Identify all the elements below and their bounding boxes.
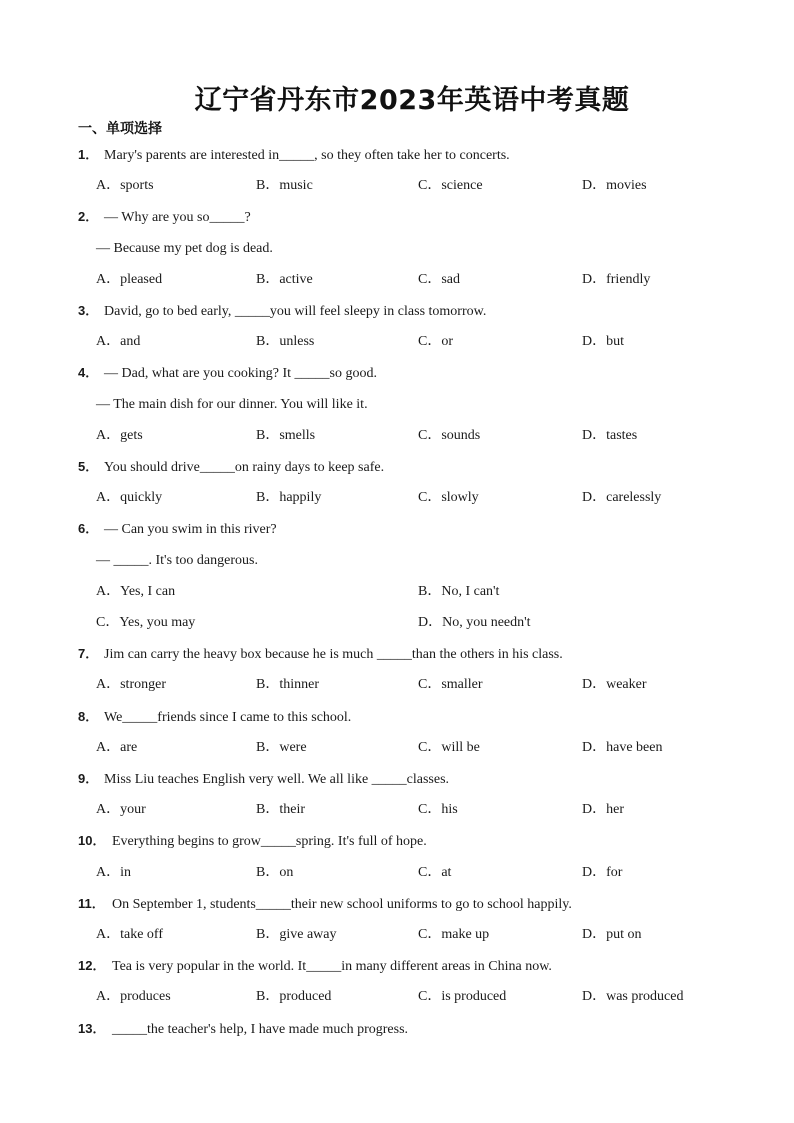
- question-number: 7．: [78, 646, 99, 662]
- question-stem: [78, 832, 427, 851]
- answer-option[interactable]: D．movies: [582, 178, 647, 194]
- answer-option[interactable]: C．sounds: [418, 427, 481, 443]
- answer-option[interactable]: D．but: [582, 334, 624, 350]
- question-text: Tea is very popular in the world. It_____in many different areas in China now.: [112, 959, 552, 975]
- answer-option[interactable]: C．slowly: [418, 490, 479, 506]
- question-number: 8．: [78, 708, 99, 724]
- question-stem: [78, 364, 377, 383]
- answer-option[interactable]: D．carelessly: [582, 490, 662, 506]
- answer-option[interactable]: A．sports: [96, 178, 154, 194]
- answer-option[interactable]: B．were: [256, 739, 307, 755]
- answer-option[interactable]: A．take off: [96, 927, 163, 942]
- question-text: David, go to bed early, _____you will feel sleepy in class tomorrow.: [104, 304, 487, 319]
- answer-option[interactable]: D．put on: [582, 927, 642, 942]
- question-text: Miss Liu teaches English very well. We all like _____classes.: [104, 772, 450, 787]
- question-stem: [78, 1020, 408, 1039]
- answer-option[interactable]: B．on: [256, 864, 294, 880]
- answer-option[interactable]: A．pleased: [96, 271, 163, 287]
- question-stem: [78, 645, 563, 664]
- question-stem: [78, 957, 552, 976]
- question-text: — _____. It's too dangerous.: [96, 552, 258, 568]
- answer-option[interactable]: B．thinner: [256, 677, 319, 693]
- answer-option[interactable]: A．produces: [96, 989, 171, 1005]
- question-text: Everything begins to grow_____spring. It's full of hope.: [112, 834, 427, 850]
- question-text: We_____friends since I came to this school.: [104, 709, 352, 725]
- answer-option[interactable]: A．Yes, I can: [96, 583, 176, 599]
- question-text: — Why are you so_____?: [104, 210, 251, 226]
- question-stem: [78, 895, 572, 914]
- question-number: 3．: [78, 303, 99, 318]
- answer-option[interactable]: D．was produced: [582, 989, 684, 1005]
- answer-option[interactable]: D．her: [582, 802, 624, 818]
- question-text: — Can you swim in this river?: [104, 522, 277, 538]
- answer-option[interactable]: B．music: [256, 178, 313, 194]
- question-stem: [78, 520, 277, 539]
- answer-option[interactable]: B．happily: [256, 490, 322, 506]
- question-text: On September 1, students_____their new school uniforms to go to school happily.: [112, 896, 572, 912]
- question-text: — The main dish for our dinner. You will like it.: [96, 396, 368, 412]
- question-text: — Dad, what are you cooking? It _____so good.: [104, 366, 377, 382]
- answer-option[interactable]: C．make up: [418, 927, 490, 942]
- answer-option[interactable]: C．or: [418, 334, 453, 350]
- question-number: 10．: [78, 833, 106, 849]
- answer-option[interactable]: C．will be: [418, 739, 480, 755]
- question-number: 5．: [78, 459, 99, 474]
- answer-option[interactable]: A．in: [96, 864, 131, 880]
- question-number: 11．: [78, 895, 105, 911]
- answer-option[interactable]: B．smells: [256, 427, 316, 443]
- answer-option[interactable]: B．produced: [256, 989, 332, 1005]
- question-dialogue-line: [96, 396, 368, 414]
- question-stem: [78, 708, 351, 727]
- question-stem: [78, 302, 486, 321]
- question-number: 6．: [78, 521, 99, 537]
- question-number: 4．: [78, 365, 99, 381]
- question-text: Mary's parents are interested in_____, so they often take her to concerts.: [104, 148, 510, 163]
- answer-option[interactable]: D．friendly: [582, 271, 651, 287]
- answer-option[interactable]: A．are: [96, 739, 138, 755]
- answer-option[interactable]: D．tastes: [582, 427, 638, 443]
- answer-option[interactable]: B．give away: [256, 927, 337, 942]
- question-stem: [78, 208, 251, 227]
- question-number: 2．: [78, 209, 99, 225]
- answer-option[interactable]: A．your: [96, 802, 146, 818]
- question-number: 1．: [78, 147, 99, 162]
- answer-option[interactable]: A．quickly: [96, 490, 163, 506]
- question-dialogue-line: [96, 552, 258, 570]
- answer-option[interactable]: A．gets: [96, 427, 143, 443]
- question-text: _____the teacher's help, I have made much progress.: [112, 1021, 409, 1037]
- question-stem: [78, 458, 384, 477]
- answer-option[interactable]: B．their: [256, 802, 305, 818]
- question-text: — Because my pet dog is dead.: [96, 240, 273, 256]
- answer-option[interactable]: A．and: [96, 334, 141, 350]
- answer-option[interactable]: B．unless: [256, 334, 315, 350]
- answer-option[interactable]: C．smaller: [418, 677, 483, 693]
- answer-option[interactable]: C．Yes, you may: [96, 615, 196, 630]
- answer-option[interactable]: D．weaker: [582, 677, 647, 693]
- answer-option[interactable]: B．active: [256, 271, 313, 287]
- answer-option[interactable]: B．No, I can't: [418, 583, 500, 599]
- answer-option[interactable]: C．science: [418, 178, 483, 194]
- answer-option[interactable]: D．No, you needn't: [418, 615, 531, 630]
- answer-option[interactable]: D．for: [582, 864, 623, 880]
- answer-option[interactable]: D．have been: [582, 739, 663, 755]
- question-stem: [78, 770, 449, 789]
- answer-option[interactable]: C．is produced: [418, 989, 507, 1005]
- question-text: Jim can carry the heavy box because he is much _____than the others in his class.: [104, 647, 563, 663]
- answer-option[interactable]: C．sad: [418, 271, 460, 287]
- question-number: 12．: [78, 958, 106, 974]
- question-text: You should drive_____on rainy days to keep safe.: [104, 460, 385, 475]
- answer-option[interactable]: A．stronger: [96, 677, 166, 693]
- page-title: 辽宁省丹东市2023年英语中考真题: [194, 85, 630, 116]
- question-dialogue-line: [96, 240, 273, 258]
- section-heading: 一、单项选择: [78, 121, 162, 137]
- question-number: 9．: [78, 771, 99, 786]
- answer-option[interactable]: C．his: [418, 802, 458, 818]
- answer-option[interactable]: C．at: [418, 864, 452, 880]
- question-stem: [78, 146, 510, 165]
- question-number: 13．: [78, 1020, 106, 1036]
